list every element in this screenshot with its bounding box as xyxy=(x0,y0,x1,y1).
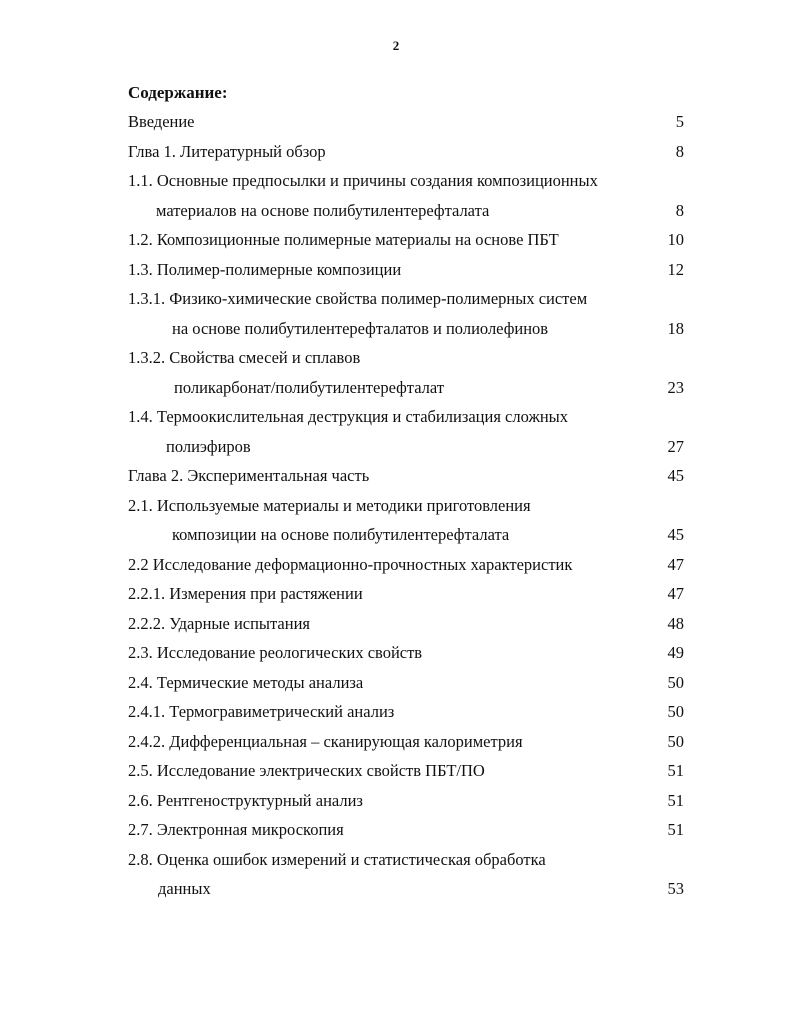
toc-entry-text: 2.7. Электронная микроскопия xyxy=(128,820,344,839)
toc-entry-line xyxy=(128,494,684,518)
toc-entry-line xyxy=(128,700,684,724)
toc-entry-page: 18 xyxy=(667,318,684,338)
toc-entry-page: 23 xyxy=(667,377,684,397)
toc-entry-line xyxy=(128,435,684,459)
toc-entry-page: 45 xyxy=(667,525,684,544)
toc-entry-line xyxy=(128,317,684,341)
toc-entry-text: 1.3.2. Свойства смесей и сплавов xyxy=(128,348,361,367)
toc-entry-text: 2.3. Исследование реологических свойств xyxy=(128,643,423,662)
toc-entry-text: Введение xyxy=(128,112,195,131)
toc-entry-page: 47 xyxy=(667,554,684,574)
toc-entry-line xyxy=(128,464,684,488)
toc-entry-text: 2.4. Термические методы анализа xyxy=(128,672,364,692)
toc-entry-text: 1.3.1. Физико-химические свойства полимер-полимерных систем xyxy=(128,289,588,308)
toc-entry-page: 8 xyxy=(675,141,684,161)
toc-entry-text: 1.2. Композиционные полимерные материалы на основе ПБТ xyxy=(128,230,559,249)
toc-entry-page: 10 xyxy=(667,230,684,249)
toc-entry-line xyxy=(128,641,684,665)
page-number: 2 xyxy=(392,38,400,53)
toc-entry-page: 50 xyxy=(667,731,684,751)
toc-entry-text: 2.1. Используемые материалы и методики приготовления xyxy=(128,495,531,515)
toc-entry-page: 50 xyxy=(667,672,684,692)
toc-entry-page: 5 xyxy=(675,112,684,131)
toc-entry-page: 51 xyxy=(667,790,684,810)
toc-entry-line xyxy=(128,789,684,813)
toc-entry-page: 47 xyxy=(667,584,684,603)
toc-entry-text: 2.6. Рентгеноструктурный анализ xyxy=(128,790,363,810)
toc-entry-page: 51 xyxy=(667,761,684,780)
toc-entry-line xyxy=(128,582,684,606)
toc-title: Содержание: xyxy=(128,83,228,102)
toc-entry-page: 51 xyxy=(667,820,684,839)
toc-entry-text: 2.2.1. Измерения при растяжении xyxy=(128,584,363,603)
toc-entry-line xyxy=(128,612,684,636)
toc-entry-line xyxy=(128,110,684,134)
toc-entry-text: Глава 2. Экспериментальная часть xyxy=(128,466,370,485)
toc-entry-line xyxy=(128,523,684,547)
toc-entry-page: 12 xyxy=(667,259,684,279)
toc-entry-text: 2.2.2. Ударные испытания xyxy=(128,613,311,633)
toc-entry-page: 45 xyxy=(667,466,684,485)
toc-entry-text: 2.2 Исследование деформационно-прочностных характеристик xyxy=(128,554,573,574)
toc-entry-line xyxy=(128,553,684,577)
toc-entry-text: 1.1. Основные предпосылки и причины создания композиционных xyxy=(128,171,598,190)
toc-entry-page: 53 xyxy=(667,879,684,898)
toc-entry-line xyxy=(128,287,684,311)
toc-entry-line xyxy=(128,140,684,164)
toc-entry-line xyxy=(128,405,684,429)
toc-entry-line xyxy=(128,169,684,193)
toc-entry-text: полиэфиров xyxy=(166,436,251,456)
toc-entry-line xyxy=(128,199,684,223)
toc-entry-text: 2.8. Оценка ошибок измерений и статистическая обработка xyxy=(128,849,546,869)
toc-entry-text: Глва 1. Литературный обзор xyxy=(128,141,326,161)
toc-entry-text: 2.4.2. Дифференциальная – сканирующая калориметрия xyxy=(128,731,523,751)
toc-entry-text: материалов на основе полибутилентерефталата xyxy=(156,200,490,220)
toc-entry-line xyxy=(128,759,684,783)
toc-entry-page: 8 xyxy=(675,200,684,220)
toc-entry-line xyxy=(128,730,684,754)
toc-entry-page: 49 xyxy=(667,643,684,662)
toc-entry-line xyxy=(128,376,684,400)
toc-entry-line xyxy=(128,258,684,282)
toc-entry-text: 2.5. Исследование электрических свойств ПБТ/ПО xyxy=(128,761,485,780)
toc-entry-line xyxy=(128,671,684,695)
toc-entry-text: поликарбонат/полибутилентерефталат xyxy=(174,377,445,397)
toc-entry-line xyxy=(128,228,684,252)
toc-entry-page: 48 xyxy=(667,613,684,633)
toc-entry-line xyxy=(128,346,684,370)
toc-entry-text: 1.3. Полимер-полимерные композиции xyxy=(128,259,402,279)
toc-entry-text: 1.4. Термоокислительная деструкция и стабилизация сложных xyxy=(128,407,569,426)
toc-entry-text: на основе полибутилентерефталатов и полиолефинов xyxy=(172,318,549,338)
toc-entry-text: данных xyxy=(158,879,211,898)
toc-entry-text: 2.4.1. Термогравиметрический анализ xyxy=(128,702,395,721)
toc-entry-line xyxy=(128,818,684,842)
toc-entry-text: композиции на основе полибутилентерефталата xyxy=(172,525,510,544)
toc-entry-page: 27 xyxy=(667,436,684,456)
toc-entry-page: 50 xyxy=(667,702,684,721)
toc-entry-line xyxy=(128,877,684,901)
toc-entry-line xyxy=(128,848,684,872)
